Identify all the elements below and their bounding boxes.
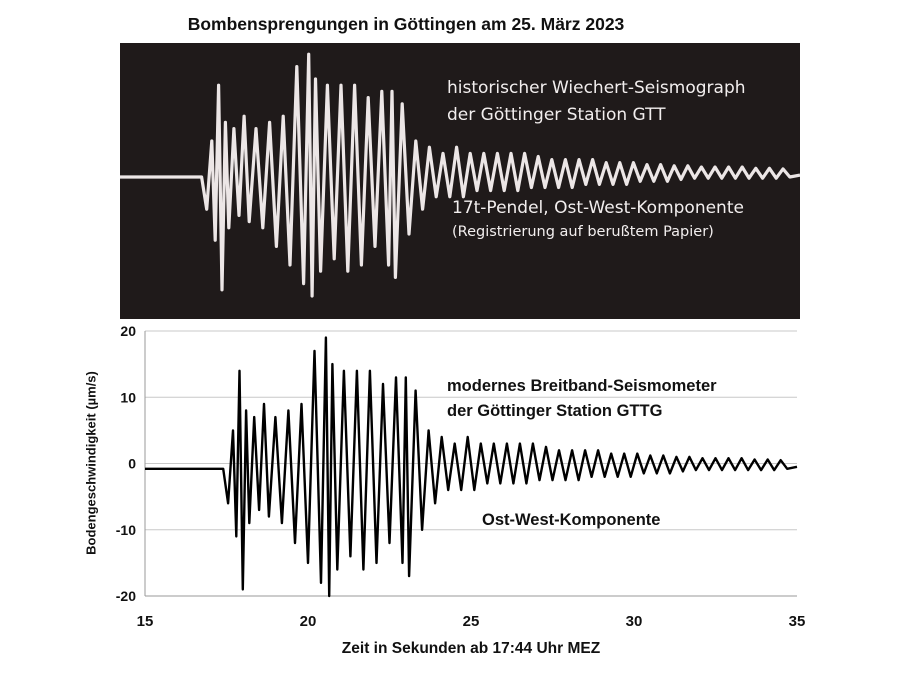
photo-caption-line-1: historischer Wiechert-Seismograph <box>447 78 746 98</box>
photo-caption-line-3: 17t-Pendel, Ost-West-Komponente <box>452 198 744 218</box>
y-axis-label: Bodengeschwindigkeit (µm/s) <box>83 371 99 555</box>
y-tick-label: 10 <box>120 389 136 406</box>
x-tick-label: 25 <box>462 613 480 630</box>
y-tick-labels <box>116 323 136 604</box>
annotation-line-3: Ost-West-Komponente <box>482 511 661 529</box>
x-axis-label: Zeit in Sekunden ab 17:44 Uhr MEZ <box>341 640 601 657</box>
annotation-line-1: modernes Breitband-Seismometer <box>447 377 717 395</box>
x-tick-labels <box>137 613 806 630</box>
photo-caption-line-2: der Göttinger Station GTT <box>447 105 666 125</box>
y-tick-label: 20 <box>120 323 136 339</box>
x-tick-label: 15 <box>136 613 154 630</box>
x-tick-label: 30 <box>625 613 643 630</box>
y-tick-label: -10 <box>115 521 136 538</box>
x-tick-label: 35 <box>788 613 806 630</box>
figure-title: Bombensprengungen in Göttingen am 25. März 2023 <box>187 14 625 34</box>
x-tick-label: 20 <box>299 613 317 630</box>
annotation-line-2: der Göttinger Station GTTG <box>447 402 663 420</box>
photo-caption-line-4: (Registrierung auf berußtem Papier) <box>452 224 714 240</box>
y-tick-label: 0 <box>128 455 136 472</box>
y-tick-label: -20 <box>115 588 136 604</box>
